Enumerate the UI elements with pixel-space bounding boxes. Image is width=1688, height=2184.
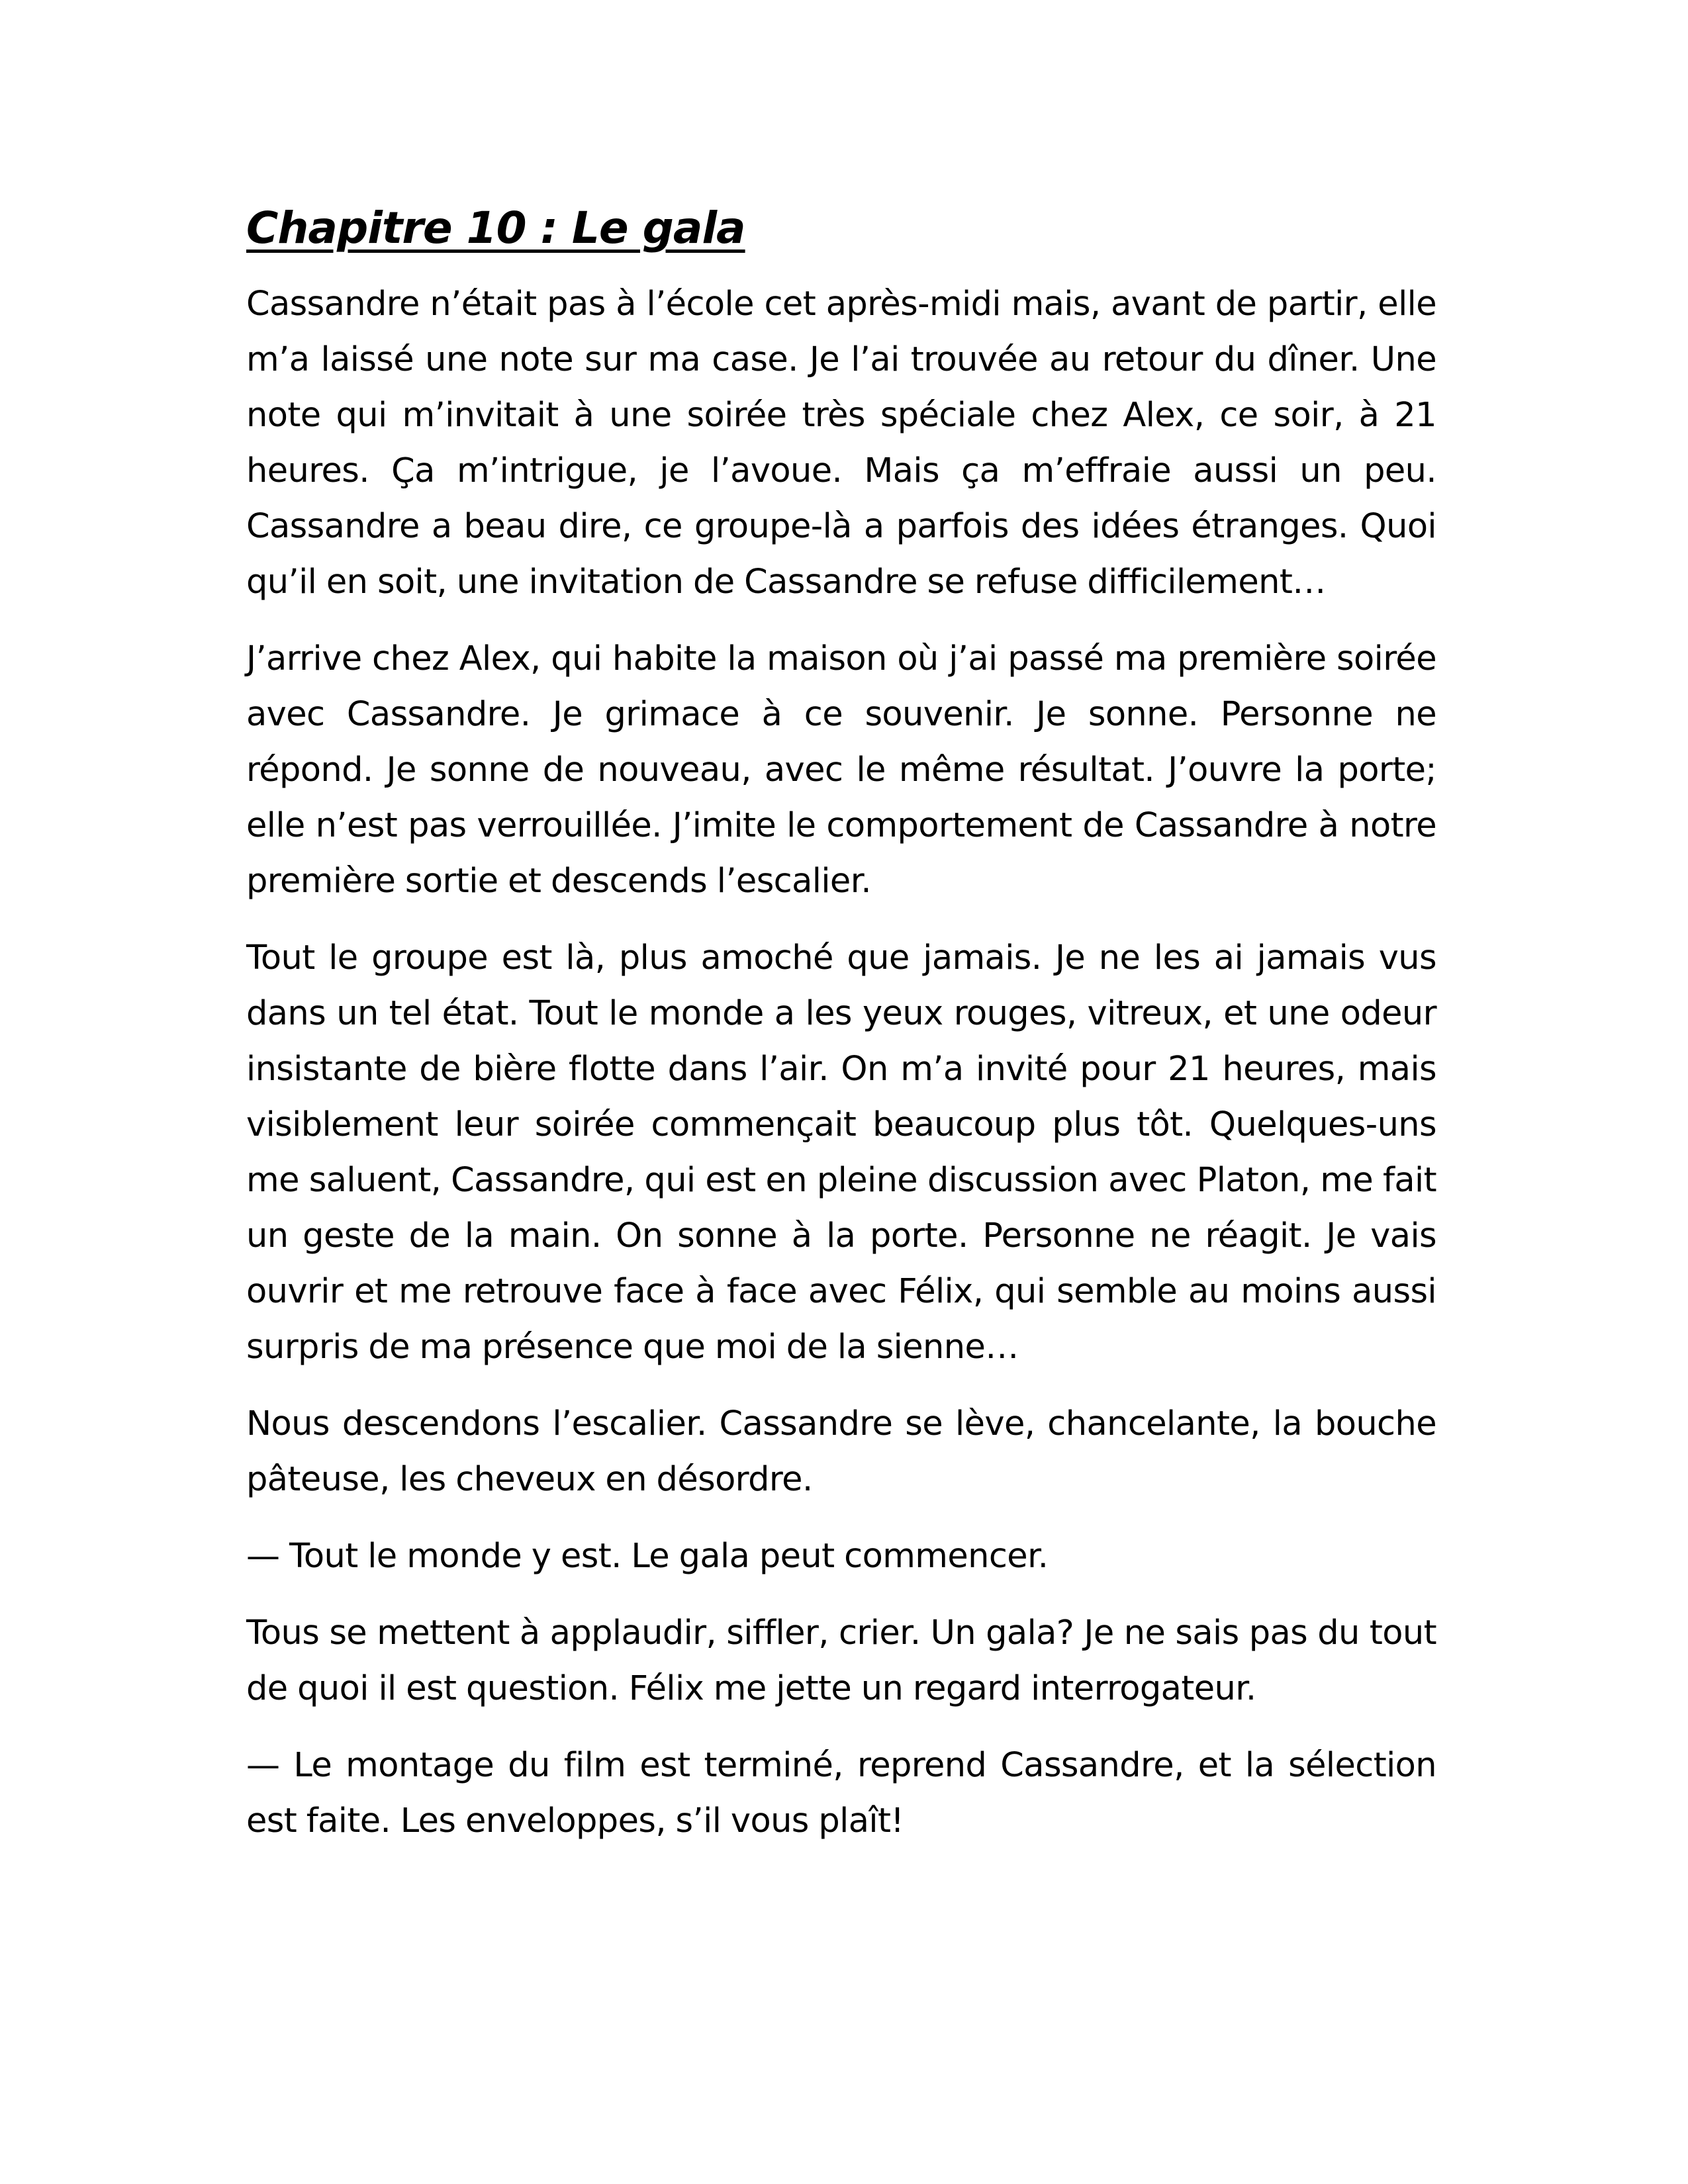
paragraph: Cassandre n’était pas à l’école cet après-midi mais, avant de partir, elle m’a laissé une note sur ma case. Je l’ai trouvée au retour du dîner. Une note qui m’invitait à une soirée très spéciale chez Alex, ce soir, à 21 heures. Ça m’intrigue, je l’avoue. Mais ça m’effraie aussi un peu. Cassandre a beau dire, ce groupe-là a parfois des idées étranges. Quoi qu’il en soit, une invitation de Cassandre se refuse difficilement… xyxy=(246,285,1436,602)
paragraph: Tout le groupe est là, plus amoché que jamais. Je ne les ai jamais vus dans un tel état. Tout le monde a les yeux rouges, vitreux, et une odeur insistante de bière flotte dans l’air. On m’a invité pour 21 heures, mais visiblement leur soirée commençait beaucoup plus tôt. Quelques-uns me saluent, Cassandre, qui est en pleine discussion avec Platon, me fait un geste de la main. On sonne à la porte. Personne ne réagit. Je vais ouvrir et me retrouve face à face avec Félix, qui semble au moins aussi surpris de ma présence que moi de la sienne… xyxy=(246,938,1436,1367)
paragraph: J’arrive chez Alex, qui habite la maison où j’ai passé ma première soirée avec Cassandre. Je grimace à ce souvenir. Je sonne. Personne ne répond. Je sonne de nouveau, avec le même résultat. J’ouvre la porte; elle n’est pas verrouillée. J’imite le comportement de Cassandre à notre première sortie et descends l’escalier. xyxy=(246,639,1436,901)
paragraph: Tous se mettent à applaudir, siffler, crier. Un gala? Je ne sais pas du tout de quoi il est question. Félix me jette un regard interrogateur. xyxy=(246,1614,1436,1708)
document-page xyxy=(246,199,1436,1870)
dialogue-line: — Le montage du film est terminé, reprend Cassandre, et la sélection est faite. Les enveloppes, s’il vous plaît! xyxy=(246,1746,1436,1841)
paragraph: Nous descendons l’escalier. Cassandre se lève, chancelante, la bouche pâteuse, les cheveux en désordre. xyxy=(246,1404,1436,1499)
chapter-title: Chapitre 10 : Le gala xyxy=(246,203,745,253)
dialogue-line: — Tout le monde y est. Le gala peut commencer. xyxy=(246,1537,1049,1576)
